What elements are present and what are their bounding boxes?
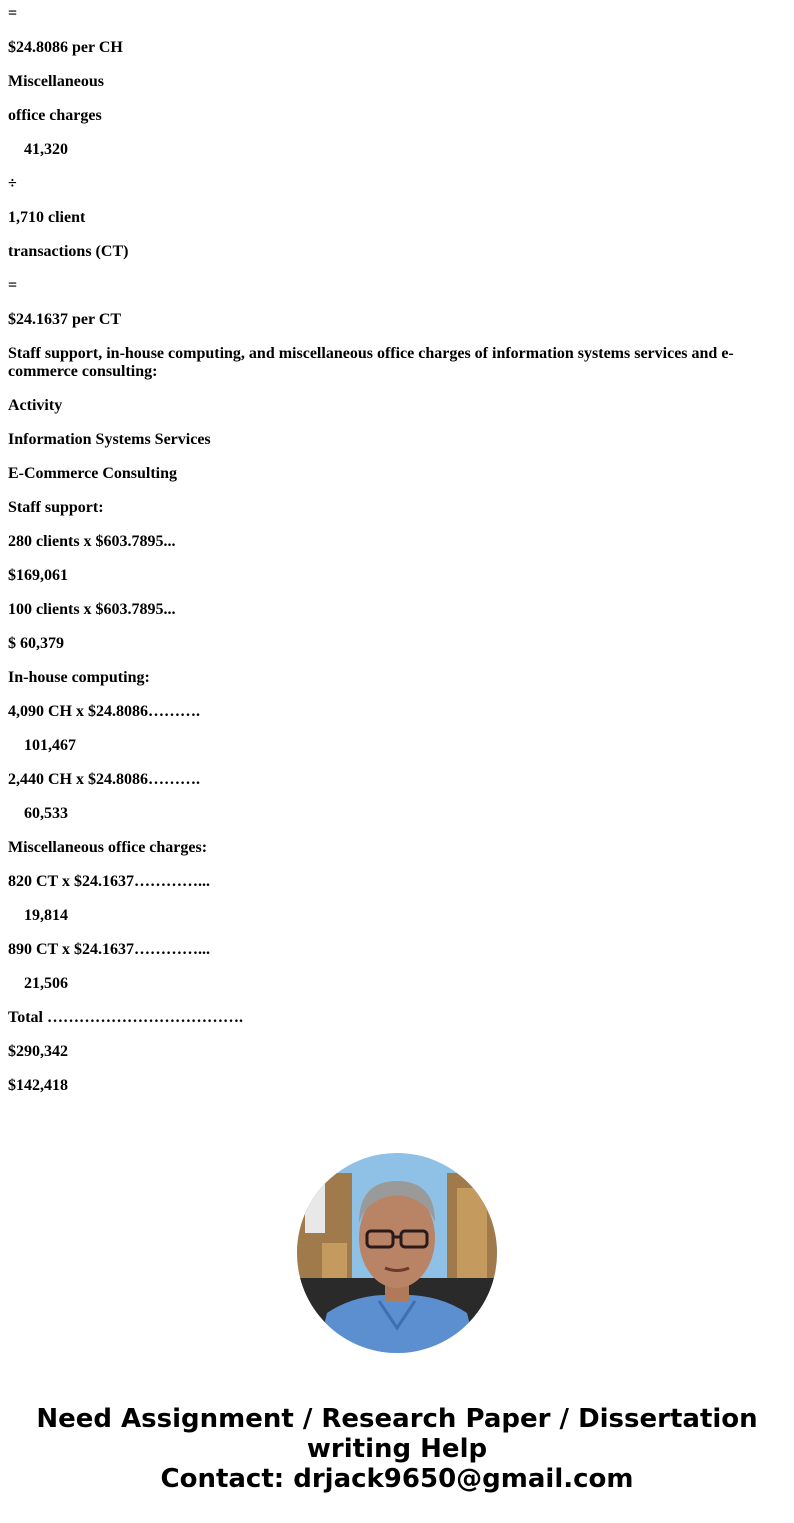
document-line: 101,467 — [24, 737, 76, 754]
avatar-wall-switch — [305, 1183, 325, 1233]
document-line: 4,090 CH x $24.8086………. — [8, 703, 200, 720]
document-body — [8, 5, 786, 1111]
document-line: = — [8, 277, 18, 294]
footer-headline: Need Assignment / Research Paper / Dissertation — [36, 1404, 758, 1434]
document-line: transactions (CT) — [8, 243, 129, 260]
document-line: $142,418 — [8, 1077, 68, 1094]
document-line: $ 60,379 — [8, 635, 64, 652]
document-line: $290,342 — [8, 1043, 68, 1060]
document-line: $169,061 — [8, 567, 68, 584]
document-line: $24.1637 per CT — [8, 311, 122, 328]
document-line: 890 CT x $24.1637…………... — [8, 941, 210, 958]
author-photo — [297, 1153, 497, 1353]
document-line: Staff support, in-house computing, and miscellaneous office charges of information systems services and e-commerce consulting: — [8, 345, 734, 380]
document-line: 60,533 — [24, 805, 68, 822]
document-line: office charges — [8, 107, 102, 124]
document-line: Activity — [8, 397, 63, 414]
document-line: Staff support: — [8, 499, 104, 516]
document-line: 280 clients x $603.7895... — [8, 533, 176, 550]
document-line: 1,710 client — [8, 209, 86, 226]
document-line: In-house computing: — [8, 669, 150, 686]
document-line: = — [8, 5, 18, 22]
document-line: E-Commerce Consulting — [8, 465, 178, 482]
author-avatar — [297, 1153, 497, 1353]
document-line: 21,506 — [24, 975, 68, 992]
document-line: 100 clients x $603.7895... — [8, 601, 176, 618]
document-line: 41,320 — [24, 141, 68, 158]
document-line: Miscellaneous — [8, 73, 104, 90]
document-line: Miscellaneous office charges: — [8, 839, 208, 856]
document-line: 2,440 CH x $24.8086………. — [8, 771, 200, 788]
footer-subheadline: writing Help — [306, 1434, 488, 1464]
document-line: Information Systems Services — [8, 431, 211, 448]
document-line: 19,814 — [24, 907, 68, 924]
contact-footer — [0, 1404, 794, 1494]
document-line: Total ………………………………. — [8, 1009, 243, 1026]
document-line: 820 CT x $24.1637…………... — [8, 873, 210, 890]
footer-contact-email: Contact: drjack9650@gmail.com — [160, 1464, 634, 1494]
document-line: $24.8086 per CH — [8, 39, 123, 56]
document-line: ÷ — [8, 175, 17, 192]
